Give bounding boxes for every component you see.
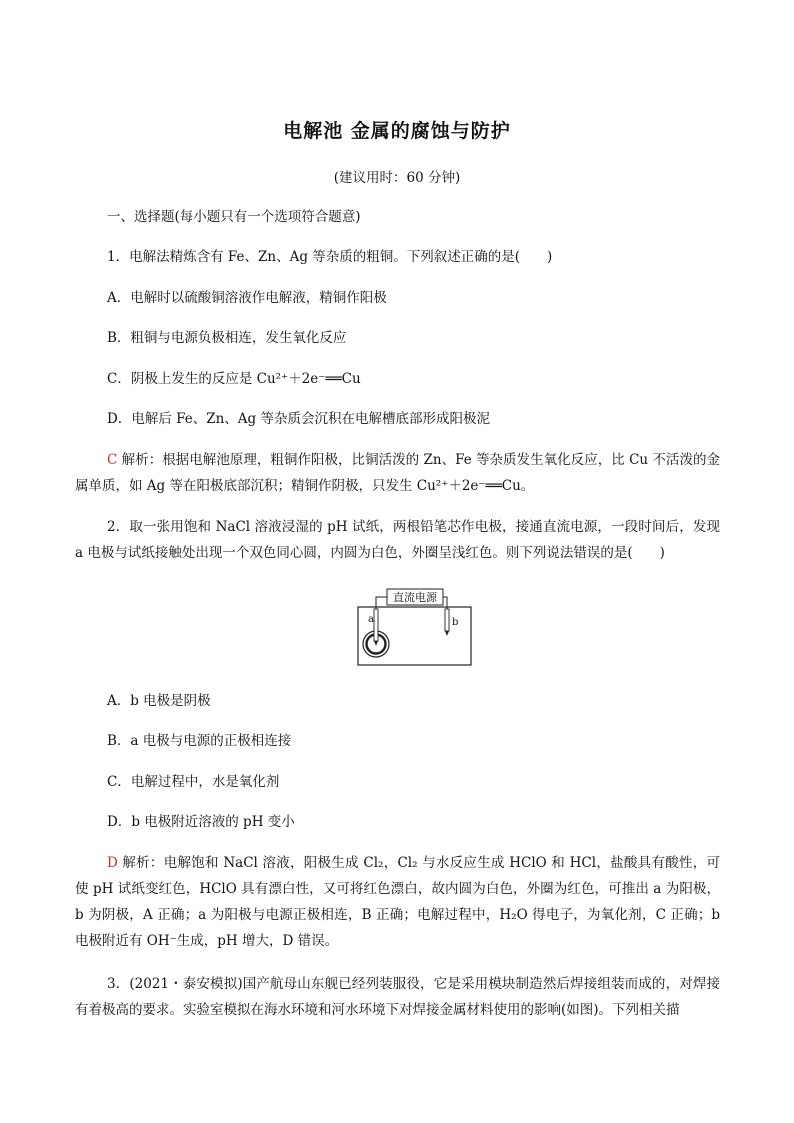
q3-stem-block [75, 971, 720, 1023]
electrode-a-tip [374, 641, 378, 646]
q2-answer: D [107, 855, 118, 871]
q2-analysis: 解析：电解饱和 NaCl 溶液，阳极生成 Cl₂，Cl₂ 与水反应生成 HClO 和 HCl，盐酸具有酸性，可使 pH 试纸变红色，HClO 具有漂白性，又可将红色漂白，故内圆为白色，外圈为红色，可推出 a 为阳极，b 为阴极，A 正确；a 为阳极与电源正极相连，B 正确；电解过程中，H₂O 得电子，为氧化剂，C 正确；b 电极附近有 OH⁻生成，pH 增大，D 错误。 [75, 855, 720, 949]
electrode-a [374, 609, 378, 641]
q2-option-b: B．a 电极与电源的正极相连接 [107, 733, 292, 749]
q2-option-a: A．b 电极是阴极 [107, 693, 211, 709]
electrolysis-diagram [357, 587, 472, 667]
q2-analysis-block [75, 850, 720, 954]
time-hint: (建议用时：60 分钟) [333, 170, 461, 186]
electrode-a-label: a [368, 614, 374, 625]
section-heading: 一、选择题(每小题只有一个选项符合题意) [107, 209, 361, 225]
power-supply-label: 直流电源 [393, 591, 437, 604]
q3-stem: 3．(2021・泰安模拟)国产航母山东舰已经列装服役，它是采用模块制造然后焊接组装而成的，对焊接有着极高的要求。实验室模拟在海水环境和河水环境下对焊接金属材料使用的影响(如图)。下列相关描 [75, 976, 720, 1018]
q1-answer: C [107, 452, 118, 468]
q1-option-d: D．电解后 Fe、Zn、Ag 等杂质会沉积在电解槽底部形成阳极泥 [107, 411, 490, 427]
q1-stem: 1．电解法精炼含有 Fe、Zn、Ag 等杂质的粗铜。下列叙述正确的是( ) [107, 249, 553, 265]
electrode-b-label: b [452, 617, 459, 628]
electrode-b [445, 609, 449, 631]
q2-option-d: D．b 电极附近溶液的 pH 变小 [107, 814, 295, 830]
page-title: 电解池 金属的腐蚀与防护 [283, 120, 511, 142]
q1-analysis: 解析：根据电解池原理，粗铜作阳极，比铜活泼的 Zn、Fe 等杂质发生氧化反应，比 Cu 不活泼的金属单质，如 Ag 等在阳极底部沉积；精铜作阴极，只发生 Cu²⁺＋2e⁻══Cu。 [75, 452, 720, 494]
q1-option-a: A．电解时以硫酸铜溶液作电解液，精铜作阳极 [107, 290, 387, 306]
q2-stem: 2．取一张用饱和 NaCl 溶液浸湿的 pH 试纸，两根铅笔芯作电极，接通直流电源，一段时间后，发现 a 电极与试纸接触处出现一个双色同心圆，内圆为白色，外圈呈浅红色。则下列说法错误的是( ) [75, 519, 720, 561]
q1-option-b: B．粗铜与电源负极相连，发生氧化反应 [107, 330, 347, 346]
q2-option-c: C．电解过程中，水是氧化剂 [107, 774, 280, 790]
q2-stem-block [75, 514, 720, 566]
electrode-b-tip [445, 631, 449, 636]
q1-option-c: C．阴极上发生的反应是 Cu²⁺＋2e⁻══Cu [107, 371, 361, 387]
q1-analysis-block [75, 447, 720, 499]
